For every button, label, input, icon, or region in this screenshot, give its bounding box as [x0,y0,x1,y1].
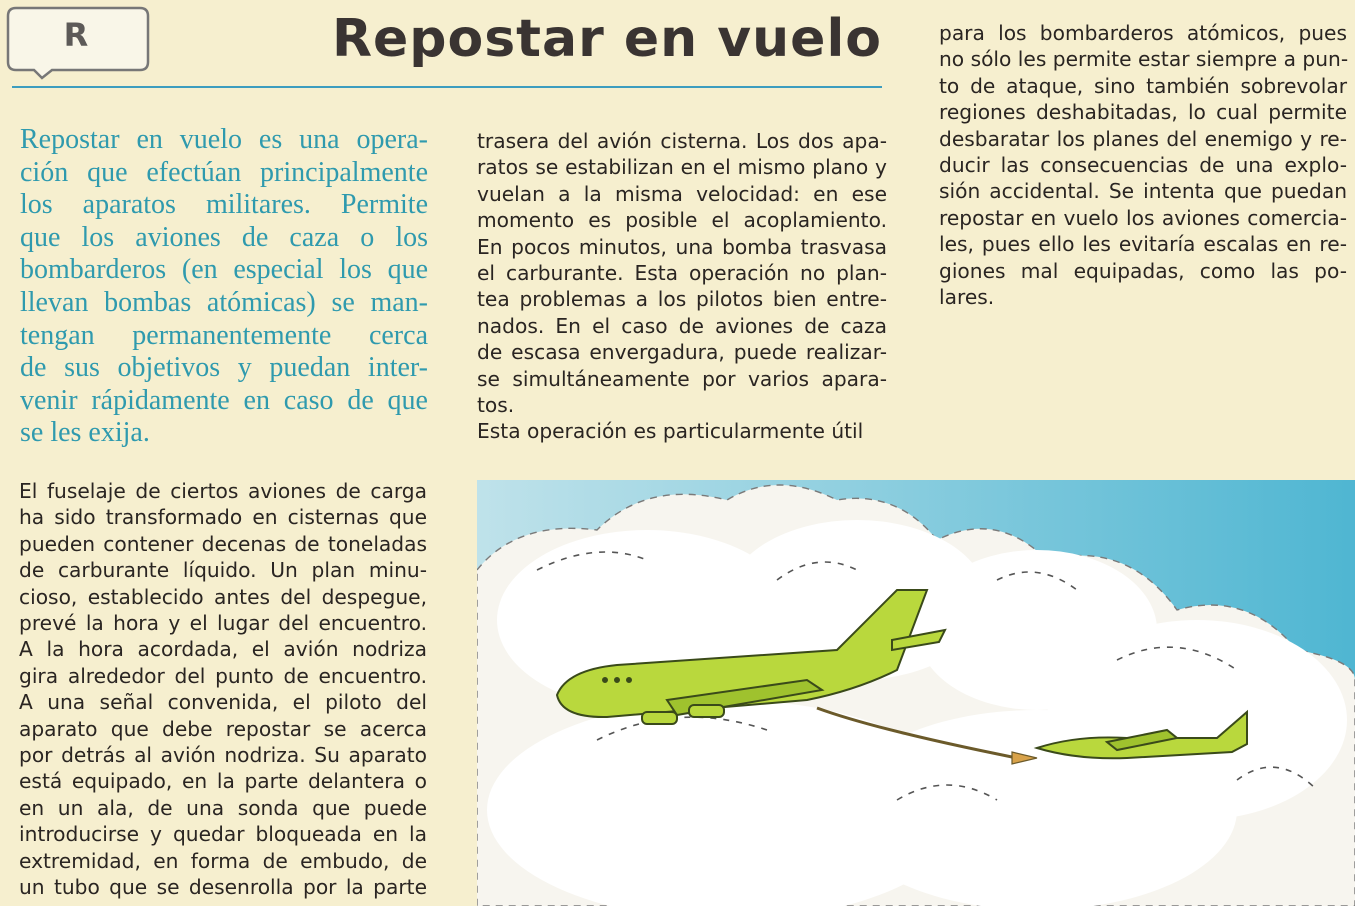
text-line: Repostar en vuelo es una opera- [20,124,428,155]
text-line: to de ataque, sino también sobrevolar [939,73,1347,98]
text-line: El fuselaje de ciertos aviones de carga [19,479,427,503]
text-line: tengan permanentemente cerca [20,319,428,351]
text-line: vuelan a la misma velocidad: en ese [477,181,887,206]
text-line: gira alrededor del punto de encuentro. [19,663,427,688]
page-title: Repostar en vuelo [331,9,882,69]
text-line: bombarderos (en especial los que [20,254,428,286]
text-line: cioso, establecido antes del despegue, [19,584,427,609]
text-line: ha sido transformado en cisternas que [19,505,427,530]
text-line: de sus objetivos y puedan inter- [20,352,428,384]
text-line: ratos se estabilizan en el mismo plano y [477,155,887,180]
text-line: tea problemas a los pilotos bien entre- [477,287,887,312]
text-line: los aparatos militares. Permite [20,189,428,221]
text-line: un tubo que se desenrolla por la parte [19,875,427,900]
text-line: tos. [477,393,515,418]
text-line: A la hora acordada, el avión nodriza [19,637,427,662]
text-line: regiones deshabitadas, lo cual permite [939,100,1347,125]
text-line: pueden contener decenas de toneladas [19,531,427,556]
body-column-1 [19,478,427,901]
text-line: sión accidental. Se intenta que puedan [939,179,1347,204]
intro-paragraph [20,124,428,450]
text-line: en un ala, de una sonda que puede [19,795,427,820]
text-line: giones mal equipadas, como las po- [939,258,1347,283]
text-line: por detrás al avión nodriza. Su aparato [19,743,427,768]
text-line: ción que efectúan principalmente [20,156,428,188]
text-line: el carburante. Esta operación no plan- [477,261,887,286]
body-column-2 [477,128,887,445]
text-line: se simultáneamente por varios apara- [477,366,887,391]
text-line: se les exija. [20,417,150,449]
text-line: para los bombarderos atómicos, pues [939,21,1347,45]
text-line: aparato que debe repostar se acerca [19,716,427,741]
text-line: lares. [939,285,995,310]
text-line: introducirse y quedar bloqueada en la [19,822,427,847]
text-line: no sólo les permite estar siempre a pun- [939,47,1349,72]
section-letter: R [63,16,89,54]
refueling-illustration [477,480,1355,906]
text-line: les, pues ello les evitaría escalas en re- [939,232,1347,257]
text-line: está equipado, en la parte delantera o [19,769,427,794]
text-line: A una señal convenida, el piloto del [19,690,427,715]
text-line: de carburante líquido. Un plan minu- [19,558,427,583]
text-line: de escasa envergadura, puede realizar- [477,340,887,365]
body-column-3 [939,20,1347,310]
section-letter-tab [6,6,146,66]
text-line: ducir las consecuencias de una explo- [939,153,1347,178]
text-line: llevan bombas atómicas) se man- [20,286,428,318]
text-line: trasera del avión cisterna. Los dos apa- [477,129,887,153]
text-line: Esta operación es particularmente útil [477,419,864,444]
text-line: momento es posible el acoplamiento. [477,208,887,233]
text-line: extremidad, en forma de embudo, de [19,848,427,873]
title-divider [12,86,882,88]
text-line: desbaratar los planes del enemigo y re- [939,126,1347,151]
text-line: que los aviones de caza o los [20,221,428,253]
text-line: repostar en vuelo los aviones comercia- [939,205,1347,230]
text-line: venir rápidamente en caso de que [20,384,428,416]
text-line: En pocos minutos, una bomba trasvasa [477,234,887,259]
text-line: prevé la hora y el lugar del encuentro. [19,611,427,636]
text-line: nados. En el caso de aviones de caza [477,313,887,338]
